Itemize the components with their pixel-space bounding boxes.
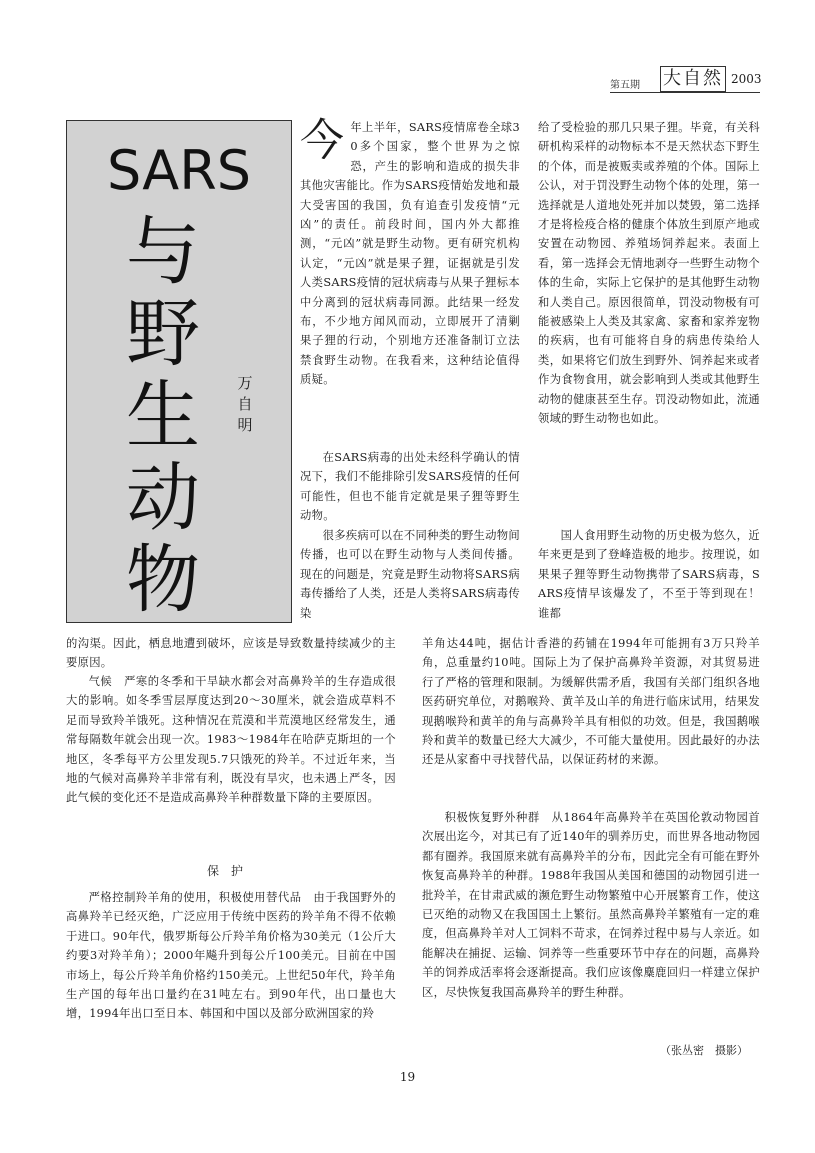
- title-box: [66, 120, 292, 623]
- photo-credit: （张丛密 摄影）: [660, 1044, 748, 1057]
- title-char: 野: [126, 291, 200, 377]
- page-number: 19: [399, 1070, 416, 1084]
- title-char: 生: [126, 373, 200, 459]
- author-char: 万: [237, 374, 253, 392]
- article-paragraph: 的沟渠。因此，栖息地遭到破坏，应该是导致数量持续减少的主要原因。: [66, 637, 396, 670]
- article-paragraph: 给了受检验的那几只果子狸。毕竟，有关科研机构采样的动物标本不是天然状态下野生的个体，而是被贩卖或养殖的个体。国际上公认，对于罚没野生动物个体的处理，第一选择就是人道地处死并加以焚毁，第二选择才是将检疫合格的健康个体放生到原产地或安置在动物园、养殖场饲养起来。表面上看，第一选择会无情地剥夺一些野生动物个体的生命，实际上它保护的是其他野生动物和人类自己。原因很简单，罚没动物极有可能被感染上人类及其家禽、家畜和家养宠物的疾病，也有可能将自身的病患传染给人类，如果将它们放生到野外、饲养起来或者作为食物食用，就会影响到人类或其他野生动物的健康甚至生存。罚没动物如此，流通领域的野生动物也如此。: [538, 121, 760, 426]
- title-chars: [123, 211, 203, 621]
- author-char: 明: [237, 416, 253, 434]
- author: [235, 373, 255, 436]
- issue-number: 第五期: [610, 80, 640, 91]
- article-paragraph: 积极恢复野外种群 从1864年高鼻羚羊在英国伦敦动物园首次展出迄今，对其已有了近140年的驯养历史，而世界各地动物园都有圈养。我国原来就有高鼻羚羊的分布，因此完全有可能在野外恢复高鼻羚羊的种群。1988年我国从美国和德国的动物园引进一批羚羊，在甘肃武威的濒危野生动物繁殖中心开展繁育工作，使这已灭绝的动物又在我国国土上繁衍。虽然高鼻羚羊繁殖有一定的难度，但高鼻羚羊对人工饲料不苛求，在饲养过程中易与人亲近。如能解决在捕捉、运输、饲养等一些重要环节中存在的问题，高鼻羚羊的饲养成活率将会逐渐提高。我们应该像麋鹿回归一样建立保护区，尽快恢复我国高鼻羚羊的野生种群。: [422, 811, 760, 999]
- article-paragraph: 气候 严寒的冬季和干旱缺水都会对高鼻羚羊的生存造成很大的影响。如冬季雪层厚度达到20～30厘米，就会造成草料不足而导致羚羊饿死。这种情况在荒漠和半荒漠地区经常发生，通常每隔数年就会出现一次。1983～1984年在哈萨克斯坦的一个地区，冬季每平方公里发现5.7只饿死的羚羊。不过近年来，当地的气候对高鼻羚羊非常有利，既没有旱灾，也未遇上严冬，因此气候的变化还不是造成高鼻羚羊种群数量下降的主要原因。: [66, 675, 396, 805]
- issue-year: 2003: [731, 72, 762, 86]
- masthead: [610, 66, 760, 96]
- article-paragraph: 严格控制羚羊角的使用，积极使用替代品 由于我国野外的高鼻羚羊已经灭绝，广泛应用于传统中医药的羚羊角不得不依赖于进口。90年代，俄罗斯每公斤羚羊角价格为30美元（1公斤大约要3对羚羊角）；2000年飚升到每公斤100美元。目前在中国市场上，每公斤羚羊角价格约150美元。上世纪50年代，羚羊角生产国的每年出口量约在31吨左右。到90年代，出口量也大增，1994年出口至日本、韩国和中国以及部分欧洲国家的羚: [66, 891, 396, 1021]
- title-char: 动: [126, 455, 200, 541]
- header-rule: [610, 92, 760, 93]
- article-paragraph: [300, 115, 520, 390]
- article-paragraph: 很多疾病可以在不同种类的野生动物间传播，也可以在野生动物与人类间传播。现在的问题是，究竟是野生动物将SARS病毒传播给了人类，还是人类将SARS病毒传染: [300, 529, 520, 620]
- article-paragraph: 在SARS病毒的出处未经科学确认的情况下，我们不能排除引发SARS疫情的任何可能性，但也不能肯定就是果子狸等野生动物。: [300, 451, 520, 523]
- title-char: 物: [126, 537, 200, 623]
- title-char: 与: [126, 209, 200, 295]
- section-heading: 保护: [206, 864, 255, 878]
- article-paragraph: 国人食用野生动物的历史极为悠久，近年来更是到了登峰造极的地步。按理说，如果果子狸等野生动物携带了SARS病毒，SARS疫情早该爆发了，不至于等到现在！谁都: [538, 529, 760, 620]
- paragraph-text: 年上半年，SARS疫情席卷全球30多个国家，整个世界为之惊恐，产生的影响和造成的损失非其他灾害能比。作为SARS疫情始发地和最大受害国的我国，负有追查引发疫情“元凶”的责任。前段时间，国内外大都推测，“元凶”就是野生动物。更有研究机构认定，“元凶”就是果子狸，证据就是引发人类SARS疫情的冠状病毒与从果子狸标本中分离到的冠状病毒同源。此结果一经发布，不少地方闻风而动，立即展开了清剿果子狸的行动，个别地方还准备制订立法禁食野生动物。在我看来，这种结论值得质疑。: [300, 121, 520, 387]
- author-char: 自: [237, 395, 253, 413]
- article-paragraph: 羊角达44吨，据估计香港的药铺在1994年可能拥有3万只羚羊角，总重量约10吨。国际上为了保护高鼻羚羊资源，对其贸易进行了严格的管理和限制。为缓解供需矛盾，我国有关部门组织各地医药研究单位，对鹅喉羚、黄羊及山羊的角进行临床试用，结果发现鹅喉羚和黄羊的角与高鼻羚羊具有相似的功效。但是，我国鹅喉羚和黄羊的数量已经大大减少，不可能大量使用。因此最好的办法还是从家畜中寻找替代品，以保证药材的来源。: [422, 637, 760, 767]
- dropcap: 今: [300, 115, 345, 166]
- title-sars: SARS: [106, 139, 252, 202]
- magazine-name: 大自然: [660, 66, 726, 92]
